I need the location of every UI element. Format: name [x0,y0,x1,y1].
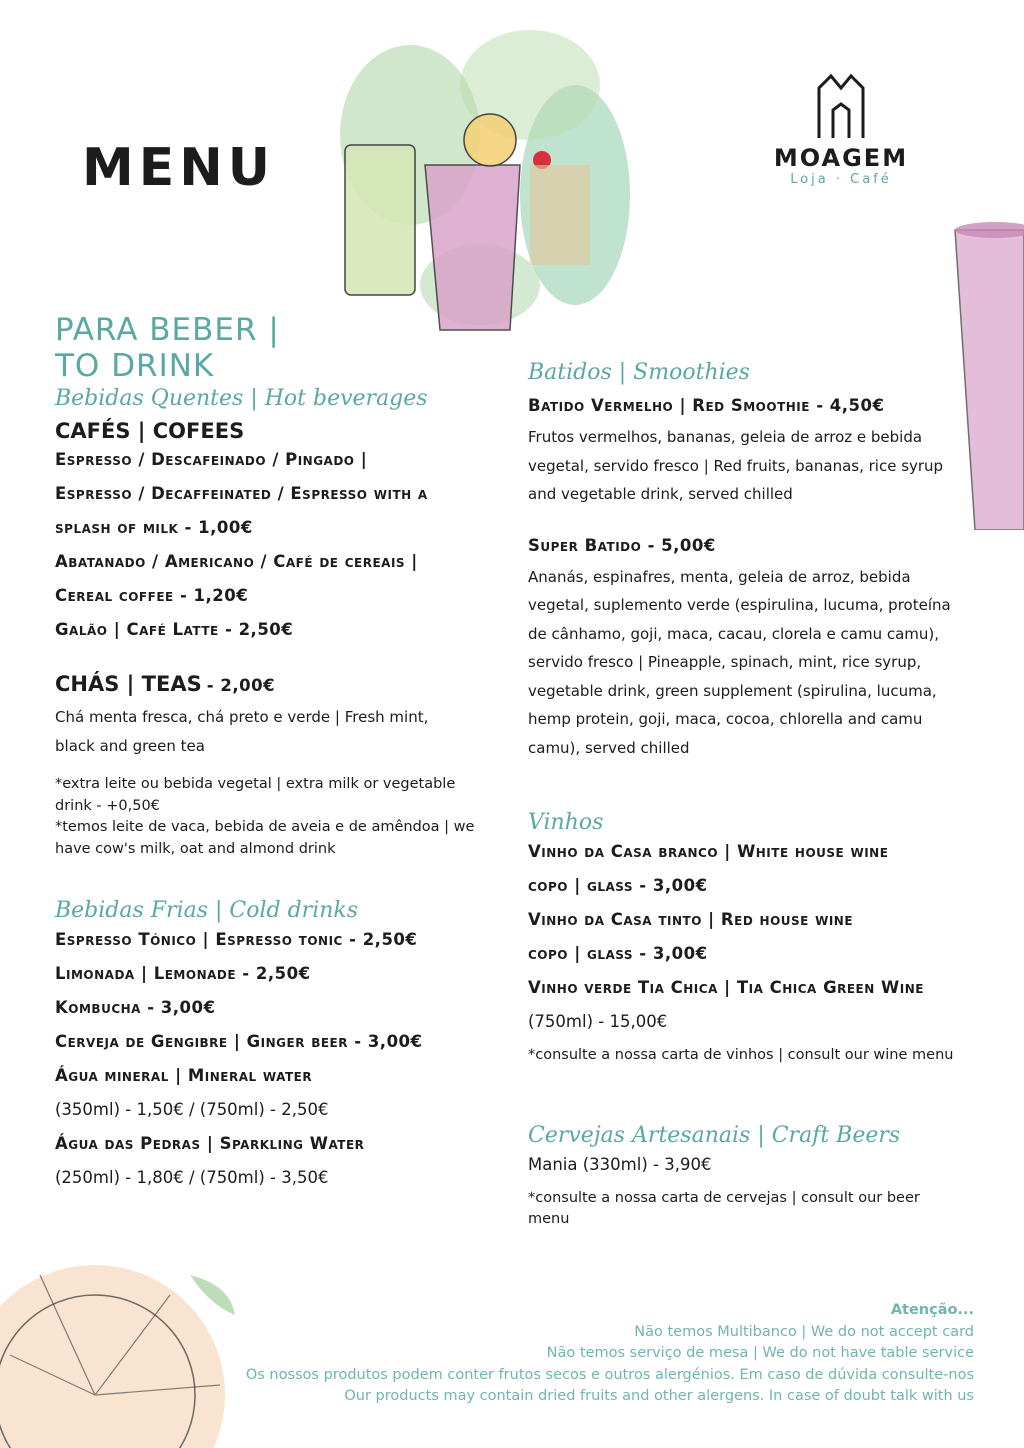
wine-note: *consulte a nossa carta de vinhos | consult our wine menu [528,1047,954,1063]
footer-line: Our products may contain dried fruits and other alergens. In case of doubt talk with us [344,1388,974,1404]
wine-item: Vinho verde Tia Chica | Tia Chica Green Wine [528,978,924,997]
batido-vermelho-description: Frutos vermelhos, bananas, geleia de arroz e bebida vegetal, servido fresco | Red fruits, bananas, rice syrup and vegetable drink, served chilled [528,428,944,503]
wine-item: copo | glass - 3,00€ [528,876,708,895]
super-batido-description: Ananás, espinafres, menta, geleia de arroz, bebida vegetal, suplemento verde (espirulina, lucuma, proteína de cânhamo, goji, maca, cacau, clorela e camu camu), servido fresco | Pineapple, spinach, mint, rice syrup, vegetable drink, green supplement (spirulina, lucuma, hemp protein, goji, maca, cocoa, chlorella and camu camu), served chilled [528,567,951,757]
cafes-item: Cereal coffee - 1,20€ [55,586,249,605]
milk-options-note: *temos leite de vaca, bebida de aveia e de amêndoa | we have cow's milk, oat and almond drink [55,819,475,857]
cold-item: Limonada | Lemonade - 2,50€ [55,964,311,983]
logo-sub: Loja · Café [790,172,892,187]
hot-beverages-heading: Bebidas Quentes | Hot beverages [55,386,428,411]
logo-mark-icon [811,70,871,140]
beer-note: *consulte a nossa carta de cervejas | consult our beer menu [528,1189,920,1227]
section-title-line2: TO DRINK [55,348,215,384]
wine-item: (750ml) - 15,00€ [528,1012,668,1031]
section-title-line1: PARA BEBER | [55,312,280,348]
cold-drinks-heading: Bebidas Frias | Cold drinks [55,898,359,923]
craft-beers-heading: Cervejas Artesanais | Craft Beers [528,1122,901,1148]
cafes-heading: CAFÉS | COFEES [55,419,245,443]
footer-line: Os nossos produtos podem conter frutos secos e outros alergénios. Em caso de dúvida consulte-nos [245,1366,974,1383]
cold-item: Kombucha - 3,00€ [55,998,216,1017]
footer-line: Não temos serviço de mesa | We do not have table service [546,1345,974,1361]
cafes-item: Abatanado / Americano / Café de cereais | [55,552,418,571]
super-batido-title: Super Batido - 5,00€ [528,535,716,555]
drink-illustration [330,15,640,345]
teas-heading: CHÁS | TEAS [55,672,202,696]
cold-item: (350ml) - 1,50€ / (750ml) - 2,50€ [55,1100,329,1119]
batido-vermelho-title: Batido Vermelho | Red Smoothie - 4,50€ [528,396,885,415]
cafes-item: Espresso / Decaffeinated / Espresso with a [55,484,428,503]
drinks-right-column [528,358,988,1231]
drinks-left-column [55,312,485,1195]
wine-heading: Vinhos [528,810,604,835]
milk-note: *extra leite ou bebida vegetal | extra milk or vegetable drink - +0,50€ [55,776,456,814]
smoothies-heading: Batidos | Smoothies [528,360,750,385]
citrus-illustration [0,1235,250,1448]
footer-line: Não temos Multibanco | We do not accept card [634,1323,974,1340]
logo [766,70,916,187]
wine-item: Vinho da Casa branco | White house wine [528,842,889,861]
footer-notice [214,1300,974,1408]
menu-title: MENU [82,138,276,198]
cafes-item: Espresso / Descafeinado / Pingado | [55,450,368,469]
cold-item: Água das Pedras | Sparkling Water [55,1134,365,1153]
beer-item: Mania (330ml) - 3,90€ [528,1154,712,1174]
cold-item: Cerveja de Gengibre | Ginger beer - 3,00€ [55,1032,423,1051]
cafes-item: Galão | Café Latte - 2,50€ [55,620,294,639]
teas-price: - 2,00€ [206,676,276,695]
wine-item: Vinho da Casa tinto | Red house wine [528,910,854,929]
cold-item: (250ml) - 1,80€ / (750ml) - 3,50€ [55,1168,329,1187]
cold-item: Água mineral | Mineral water [55,1066,313,1085]
logo-name: MOAGEM [773,144,909,172]
cafes-item: splash of milk - 1,00€ [55,518,253,537]
wine-item: copo | glass - 3,00€ [528,944,708,963]
attention-label: Atenção... [890,1302,974,1318]
cold-item: Espresso Tónico | Espresso tonic - 2,50€ [55,930,418,949]
teas-heading-row [55,669,485,703]
teas-description: Chá menta fresca, chá preto e verde | Fresh mint, black and green tea [55,708,429,755]
